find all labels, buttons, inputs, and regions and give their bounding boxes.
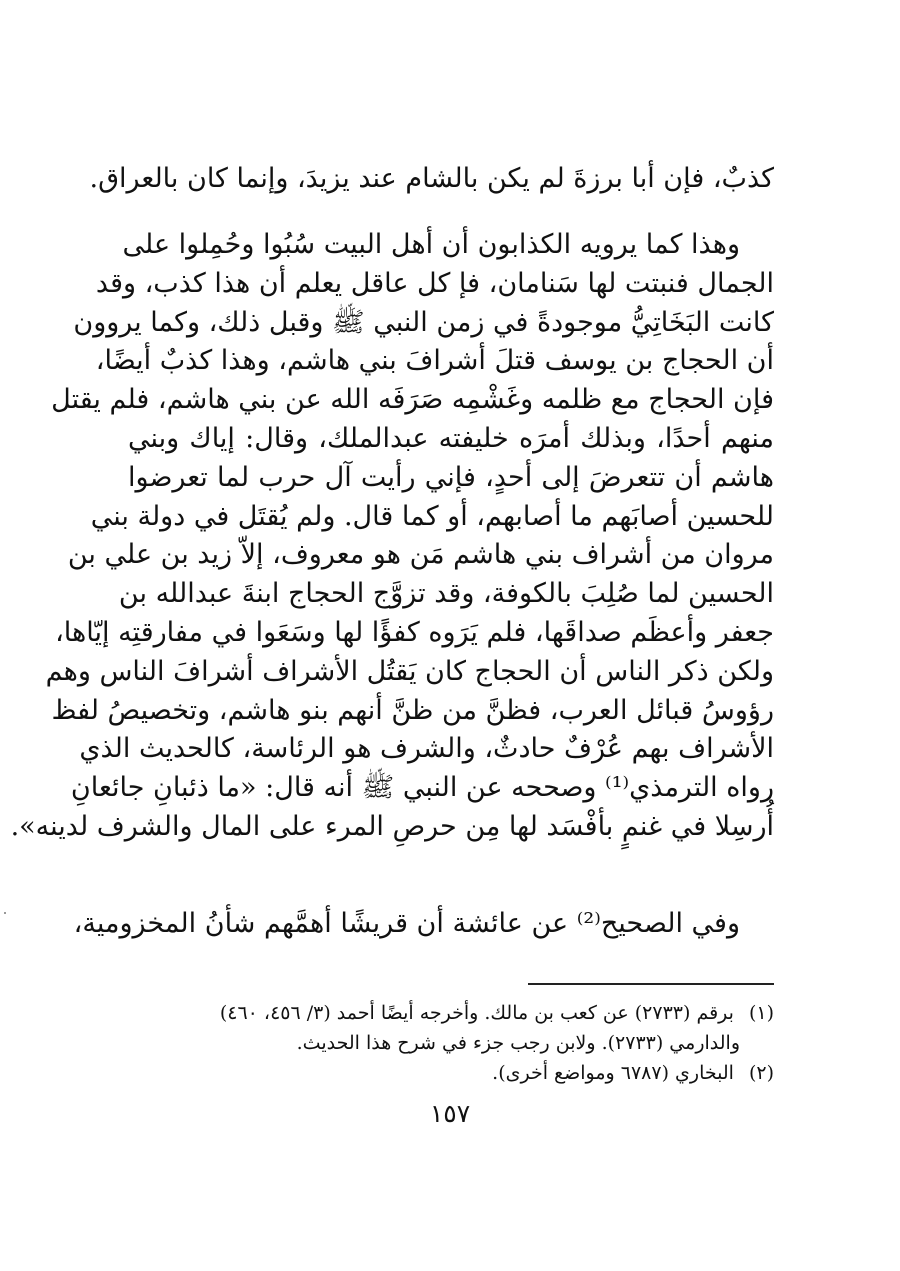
paragraph-continuation [89,160,774,199]
footnotes [128,1000,774,1090]
text-line: الأشراف بهم عُرْفٌ حادثٌ، والشرف هو الرئاسة، كالحديث الذي [79,733,774,765]
text-line: هاشم أن تتعرضَ إلى أحدٍ، فإني رأيت آل حرب لما تعرضوا [128,461,774,493]
text-line: ولكن ذكر الناس أن الحجاج كان يَقتُل الأشراف أشرافَ الناس وهم [45,655,774,687]
footnote-text: البخاري (٦٧٨٧ ومواضع أخرى). [492,1062,734,1084]
footnote-number: (٢) [748,1062,774,1084]
text-line: للحسين أصابَهم ما أصابهم، أو كما قال. ولم يُقتَل في دولة بني [90,500,774,532]
text-line: كذبٌ، فإن أبا برزةَ لم يكن بالشام عند يزيدَ، وإنما كان بالعراق. [89,163,774,194]
footnote-2 [128,1060,774,1090]
footnote-1-continuation [128,1030,774,1060]
text-line: رؤوسُ قبائل العرب، فظنَّ من ظنَّ أنهم بنو هاشم، وتخصيصُ لفظ [51,694,774,726]
text-line: الحسين لما صُلِبَ بالكوفة، وقد تزوَّج الحجاج ابنةَ عبدالله بن [118,578,774,610]
text-line: وهذا كما يرويه الكذابون أن أهل البيت سُبُوا وحُمِلوا على [122,229,740,260]
text-line: رواه الترمذي⁽¹⁾ وصححه عن النبي ﷺ أنه قال: «ما ذئبانِ جائعانِ [70,772,774,804]
text-line: أن الحجاج بن يوسف قتلَ أشرافَ بني هاشم، وهذا كذبٌ أيضًا، [95,345,774,377]
text-line: كانت البَخَاتِيُّ موجودةً في زمن النبي ﷺ وقبل ذلك، وكما يروون [73,306,774,338]
paragraph-main [10,226,774,847]
page-number: ١٥٧ [429,1099,471,1128]
text-line: وفي الصحيح⁽²⁾ عن عائشة أن قريشًا أهمَّهم شأنُ المخزومية، [73,908,740,939]
scan-speck [4,912,6,914]
text-line: جعفر وأعظَم صداقَها، فلم يَرَوه كفؤًا لها وسَعَوا في مفارقتِه إيّاها، [55,616,774,648]
footnote-text: والدارمي (٢٧٣٣). ولابن رجب جزء في شرح هذا الحديث. [296,1032,740,1054]
text-line: منهم أحدًا، وبذلك أمرَه خليفته عبدالملك، وقال: إياك وبني [128,422,774,454]
text-line: فإن الحجاج مع ظلمه وغَشْمِه صَرَفَه الله عن بني هاشم، فلم يقتل [51,384,774,416]
text-line: الجمال فنبتت لها سَنامان، فإ كل عاقل يعلم أن هذا كذب، وقد [95,267,774,299]
footnote-number: (١) [748,1002,774,1024]
paragraph-next [73,905,774,944]
footnote-1 [128,1000,774,1030]
text-line: أُرسِلا في غنمٍ بأفْسَد لها مِن حرصِ المرء على المال والشرف لدينه». [10,810,774,842]
footnote-text: برقم (٢٧٣٣) عن كعب بن مالك. وأخرجه أيضًا أحمد (٣/ ٤٥٦، ٤٦٠) [219,1002,734,1024]
footnote-divider [528,983,774,985]
text-line: مروان من أشراف بني هاشم مَن هو معروف، إلاّ زيد بن علي بن [67,539,774,571]
